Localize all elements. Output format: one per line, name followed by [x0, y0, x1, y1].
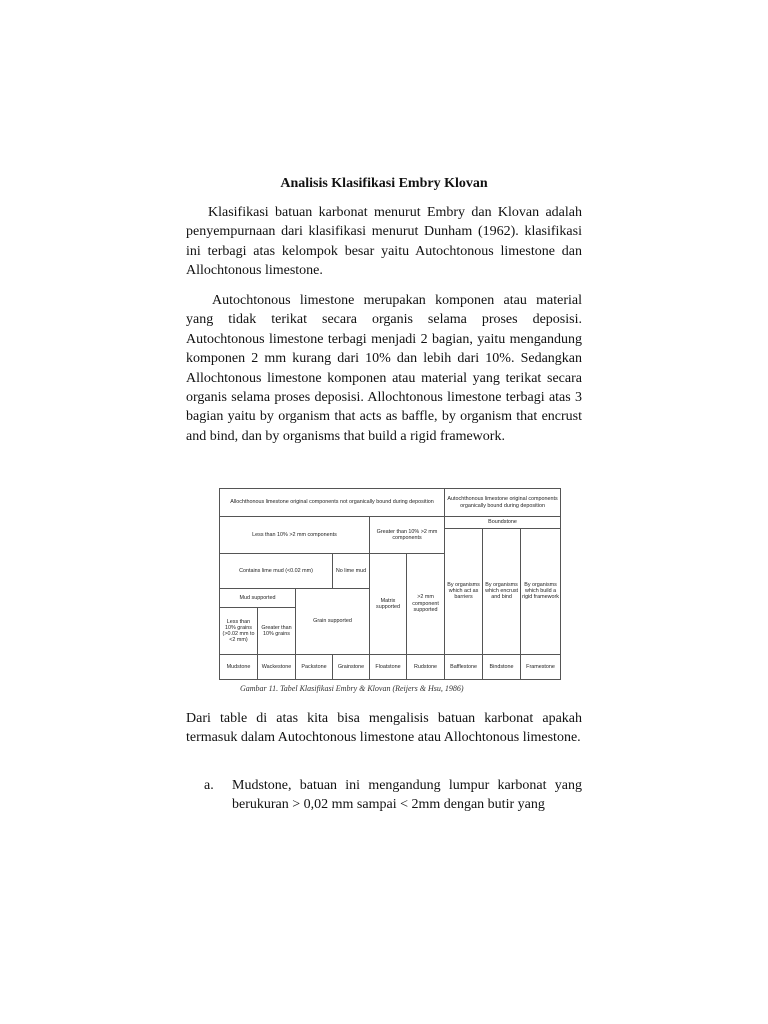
matrix-supported: Matrix supported [370, 553, 407, 654]
rock-name: Bindstone [483, 654, 521, 679]
paragraph-intro: Klasifikasi batuan karbonat menurut Embry dan Klovan adalah penyempurnaan dari klasifikasi menurut Dunham (1962). klasifikasi ini terbagi atas kelompok besar yaitu Autochtonous limestone dan Allochtonous limestone. [186, 205, 582, 279]
mud-supported: Mud supported [220, 589, 296, 608]
component-supported: >2 mm component supported [407, 553, 445, 654]
less-than-10-grains: Less than 10% grains (>0.02 mm to <2 mm) [220, 607, 258, 654]
rock-name: Grainstone [333, 654, 370, 679]
page-title: Analisis Klasifikasi Embry Klovan [280, 176, 488, 191]
list-marker: a. [204, 778, 214, 793]
baffle-description: By organisms which act as barriers [445, 528, 483, 654]
paragraph-autochtonous: Autochtonous limestone merupakan komponen atau material yang tidak terikat secara organis selama proses deposisi. Autochtonous limestone terbagi menjadi 2 bagian, yaitu mengandung komponen 2 mm kurang dari 10% dan lebih dari 10%. Sedangkan Allochtonous limestone komponen atau material yang terikat secara organis selama proses deposisi. Allochtonous limestone terbagi atas 3 bagian yaitu by organism that acts as baffle, by organism that encrust and bind, dan by organisms that build a rigid framework. [186, 293, 582, 444]
list-item-text: Mudstone, batuan ini mengandung lumpur karbonat yang berukuran > 0,02 mm sampai < 2mm dengan butir yang [232, 778, 582, 813]
paragraph-analysis: Dari table di atas kita bisa mengalisis batuan karbonat apakah termasuk dalam Autochtonous limestone atau Allochtonous limestone. [186, 711, 582, 746]
rock-name: Rudstone [407, 654, 445, 679]
contains-lime-mud: Contains lime mud (<0.02 mm) [220, 553, 333, 588]
grain-supported: Grain supported [296, 589, 370, 655]
framework-description: By organisms which build a rigid framework [521, 528, 561, 654]
no-lime-mud: No lime mud [333, 553, 370, 588]
rock-name: Mudstone [220, 654, 258, 679]
list-item [204, 776, 582, 815]
greater-than-10-grains: Greater than 10% grains [258, 607, 296, 654]
classification-figure [219, 488, 560, 680]
rock-name: Wackestone [258, 654, 296, 679]
figure-caption: Gambar 11. Tabel Klasifikasi Embry & Klovan (Reijers & Hsu, 1986) [240, 684, 464, 693]
rock-name: Bafflestone [445, 654, 483, 679]
encrust-description: By organisms which encrust and bind [483, 528, 521, 654]
rock-name: Packstone [296, 654, 333, 679]
greater-than-10-components: Greater than 10% >2 mm components [370, 517, 445, 554]
rock-name: Floatstone [370, 654, 407, 679]
rock-name: Framestone [521, 654, 561, 679]
autochthonous-header: Autochthonous limestone original components organically bound during deposition [445, 489, 561, 517]
less-than-10-components: Less than 10% >2 mm components [220, 517, 370, 554]
classification-table [219, 488, 561, 680]
boundstone-header: Boundstone [445, 517, 561, 528]
allochthonous-header: Allochthonous limestone original components not organically bound during deposition [220, 489, 445, 517]
